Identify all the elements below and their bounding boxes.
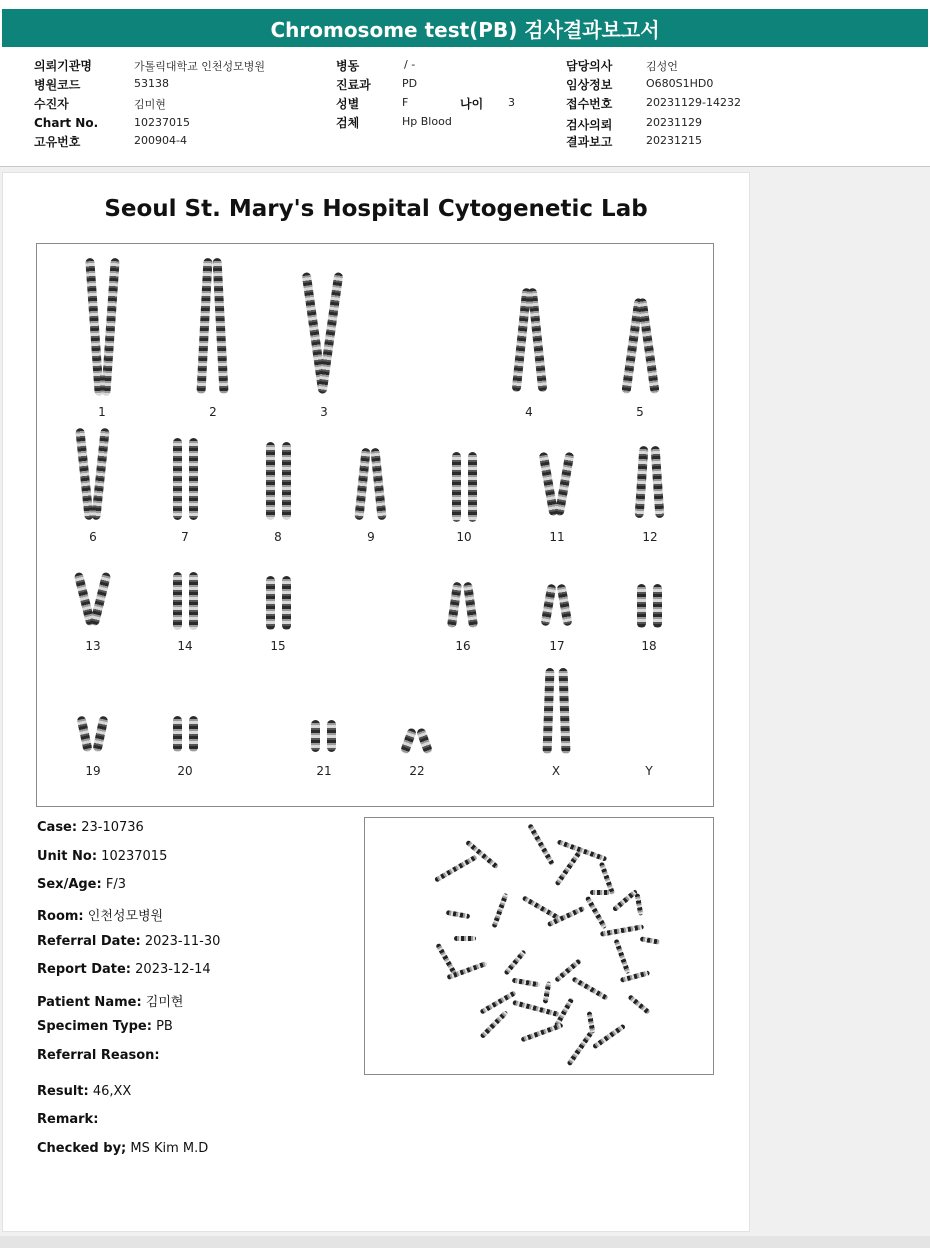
chromosome-label: 1 — [98, 405, 106, 419]
chromosome-image — [266, 576, 275, 630]
referral-date-label: Referral Date: — [37, 934, 141, 949]
referral-reason-label: Referral Reason: — [37, 1048, 160, 1063]
chromosome-label: X — [551, 764, 561, 778]
chromosome-label: 3 — [320, 405, 328, 419]
specimen-type-value: PB — [156, 1019, 173, 1034]
room-value: 인천성모병원 — [87, 909, 164, 924]
chromosome-label: 18 — [641, 639, 657, 653]
hdr-label-hospital-code: 병원코드 — [34, 78, 81, 92]
page-bottom-strip — [0, 1236, 930, 1248]
chromosome-label: 10 — [456, 530, 472, 544]
remark-row — [37, 1112, 98, 1127]
hdr-label-receipt-no: 접수번호 — [566, 97, 613, 111]
hdr-value-unique-no: 200904-4 — [134, 134, 187, 147]
chromosome-image — [173, 572, 182, 630]
hdr-label-institution: 의뢰기관명 — [34, 59, 92, 73]
chromosome-label: Y — [645, 764, 653, 778]
remark-label: Remark: — [37, 1112, 99, 1127]
case-row — [37, 820, 144, 835]
hdr-label-ward: 병동 — [336, 59, 360, 73]
specimen-type-row — [37, 1019, 173, 1034]
room-row — [37, 905, 163, 924]
unit-no-value: 10237015 — [101, 849, 168, 864]
chromosome-label: 11 — [549, 530, 565, 544]
chromosome-label: 9 — [367, 530, 375, 544]
case-label: Case: — [37, 820, 78, 835]
hdr-value-patient: 김미현 — [134, 98, 166, 111]
chromosome-label: 8 — [274, 530, 282, 544]
hdr-label-patient: 수진자 — [34, 97, 69, 111]
patient-name-value: 김미현 — [145, 995, 184, 1010]
hdr-label-specimen: 검체 — [336, 116, 360, 130]
report-title-bar — [2, 9, 928, 47]
hdr-label-chart-no: Chart No. — [34, 116, 99, 130]
chromosome-label: 7 — [181, 530, 189, 544]
referral-date-value: 2023-11-30 — [144, 934, 221, 949]
chromosome-image — [653, 584, 662, 628]
chromosome-label: 13 — [85, 639, 101, 653]
chromosome-image — [173, 438, 182, 520]
referral-reason-row — [37, 1048, 160, 1063]
patient-name-label: Patient Name: — [37, 995, 142, 1010]
hdr-label-sex: 성별 — [336, 97, 360, 111]
hdr-value-age: 3 — [508, 96, 515, 109]
case-value: 23-10736 — [81, 820, 144, 835]
hdr-value-receipt-no: 20231129-14232 — [646, 96, 741, 109]
hdr-value-hospital-code: 53138 — [134, 77, 169, 90]
report-date-label: Report Date: — [37, 962, 132, 977]
chromosome-label: 14 — [177, 639, 193, 653]
hdr-label-doctor: 담당의사 — [566, 59, 613, 73]
chromosome-label: 21 — [316, 764, 332, 778]
chromosome-label: 19 — [85, 764, 101, 778]
report-date-row — [37, 962, 211, 977]
metaphase-chromosome — [590, 890, 610, 895]
chromosome-image — [311, 720, 320, 752]
patient-name-row — [37, 991, 183, 1010]
hdr-label-clinical-info: 임상정보 — [566, 78, 613, 92]
chromosome-image — [637, 584, 646, 628]
result-label: Result: — [37, 1084, 89, 1099]
lab-title: Seoul St. Mary's Hospital Cytogenetic Lab — [104, 196, 648, 222]
chromosome-image — [189, 572, 198, 630]
hdr-value-department: PD — [402, 77, 418, 90]
checked-by-label: Checked by; — [37, 1141, 127, 1156]
result-row — [37, 1084, 131, 1099]
checked-by-row — [37, 1141, 208, 1156]
hdr-label-report-date: 결과보고 — [566, 135, 613, 149]
chromosome-label: 4 — [525, 405, 533, 419]
referral-date-row — [37, 934, 220, 949]
sex-age-value: F/3 — [105, 877, 126, 892]
hdr-value-request-date: 20231129 — [646, 116, 702, 129]
chromosome-label: 16 — [455, 639, 471, 653]
unit-no-label: Unit No: — [37, 849, 98, 864]
hdr-value-sex: F — [402, 96, 409, 109]
chromosome-label: 20 — [177, 764, 193, 778]
result-value: 46,XX — [92, 1084, 132, 1099]
sex-age-row — [37, 877, 126, 892]
report-title: Chromosome test(PB) 검사결과보고서 — [270, 17, 660, 42]
chromosome-label: 15 — [270, 639, 286, 653]
room-label: Room: — [37, 909, 84, 924]
hdr-label-request-date: 검사의뢰 — [566, 118, 613, 132]
hdr-value-report-date: 20231215 — [646, 134, 702, 147]
specimen-type-label: Specimen Type: — [37, 1019, 152, 1034]
karyotype-panel — [36, 243, 714, 807]
chromosome-image — [173, 716, 182, 752]
hdr-label-department: 진료과 — [336, 78, 371, 92]
chromosome-image — [282, 576, 291, 630]
report-date-value: 2023-12-14 — [135, 962, 211, 977]
unit-no-row — [37, 849, 167, 864]
hdr-value-clinical-info: O680S1HD0 — [646, 77, 714, 90]
chromosome-image — [189, 438, 198, 520]
hdr-value-ward: / - — [404, 58, 416, 71]
sex-age-label: Sex/Age: — [37, 877, 102, 892]
chromosome-image — [468, 452, 477, 522]
hdr-label-age: 나이 — [460, 97, 484, 111]
checked-by-value: MS Kim M.D — [130, 1141, 209, 1156]
metaphase-image — [364, 817, 714, 1075]
chromosome-label: 6 — [89, 530, 97, 544]
hdr-label-unique-no: 고유번호 — [34, 135, 81, 149]
chromosome-image — [282, 442, 291, 520]
chromosome-image — [327, 720, 336, 752]
chromosome-label: 5 — [636, 405, 644, 419]
metaphase-chromosome — [454, 936, 476, 941]
chromosome-label: 22 — [409, 764, 425, 778]
hdr-value-chart-no: 10237015 — [134, 116, 190, 129]
chromosome-image — [452, 452, 461, 522]
chromosome-label: 17 — [549, 639, 565, 653]
hdr-value-specimen: Hp Blood — [402, 115, 452, 128]
chromosome-image — [266, 442, 275, 520]
hdr-value-institution: 가톨릭대학교 인천성모병원 — [134, 60, 266, 73]
chromosome-label: 12 — [642, 530, 658, 544]
hdr-value-doctor: 김성언 — [646, 60, 678, 73]
chromosome-image — [189, 716, 198, 752]
chromosome-label: 2 — [209, 405, 217, 419]
